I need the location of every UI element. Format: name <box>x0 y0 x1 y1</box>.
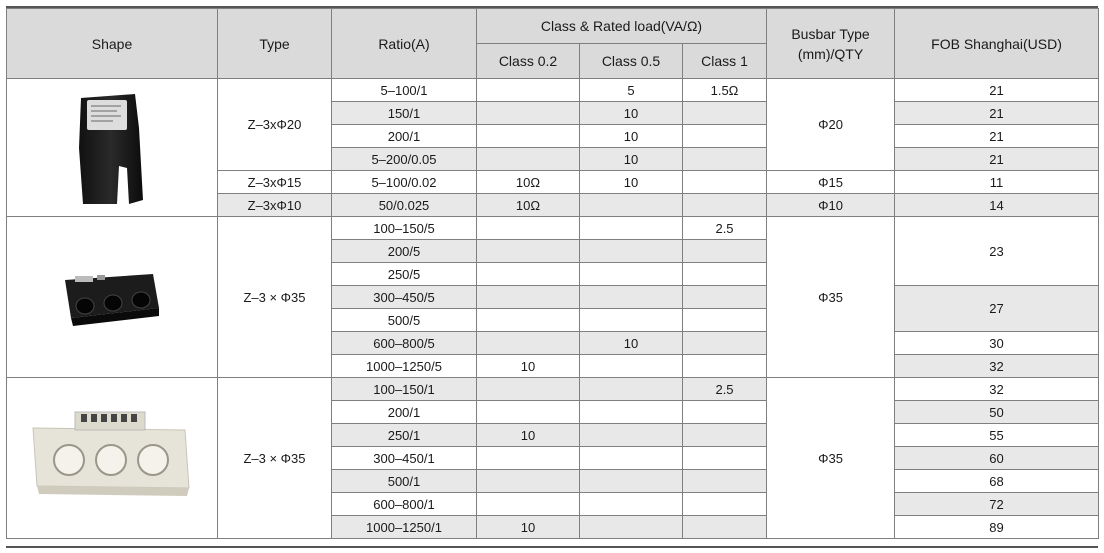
class-05-cell <box>580 309 683 332</box>
busbar-cell: Φ10 <box>767 194 895 217</box>
class-02-cell <box>477 286 580 309</box>
header-type: Type <box>218 9 332 79</box>
class-1-cell: 1.5Ω <box>683 79 767 102</box>
black-current-transformer-image <box>67 88 157 208</box>
class-02-cell: 10 <box>477 355 580 378</box>
fob-cell: 55 <box>895 424 1099 447</box>
class-02-cell <box>477 217 580 240</box>
fob-cell: 14 <box>895 194 1099 217</box>
ratio-cell: 600–800/1 <box>332 493 477 516</box>
class-1-cell <box>683 401 767 424</box>
class-1-cell <box>683 332 767 355</box>
ratio-cell: 600–800/5 <box>332 332 477 355</box>
header-row-1 <box>7 9 1099 44</box>
fob-cell: 21 <box>895 125 1099 148</box>
class-05-cell <box>580 470 683 493</box>
fob-cell-merged: 27 <box>895 286 1099 332</box>
type-cell: Z–3xΦ20 <box>218 79 332 171</box>
class-02-cell <box>477 125 580 148</box>
fob-cell: 60 <box>895 447 1099 470</box>
ratio-cell: 200/1 <box>332 125 477 148</box>
fob-cell: 50 <box>895 401 1099 424</box>
ratio-cell: 250/5 <box>332 263 477 286</box>
class-02-cell <box>477 148 580 171</box>
class-05-cell <box>580 355 683 378</box>
class-05-cell: 10 <box>580 171 683 194</box>
fob-cell: 72 <box>895 493 1099 516</box>
class-02-cell <box>477 240 580 263</box>
header-class-02: Class 0.2 <box>477 44 580 79</box>
class-1-cell <box>683 424 767 447</box>
class-1-cell <box>683 516 767 539</box>
ratio-cell: 5–100/0.02 <box>332 171 477 194</box>
class-1-cell <box>683 470 767 493</box>
fob-cell: 21 <box>895 102 1099 125</box>
fob-cell: 32 <box>895 378 1099 401</box>
table-bottom-rule <box>6 546 1098 548</box>
header-shape: Shape <box>7 9 218 79</box>
class-02-cell <box>477 332 580 355</box>
header-class-05: Class 0.5 <box>580 44 683 79</box>
price-table <box>6 8 1099 539</box>
header-fob: FOB Shanghai(USD) <box>895 9 1099 79</box>
class-05-cell: 5 <box>580 79 683 102</box>
class-05-cell: 10 <box>580 125 683 148</box>
class-02-cell <box>477 401 580 424</box>
fob-cell: 21 <box>895 148 1099 171</box>
shape-image-cell-3 <box>7 378 218 539</box>
ratio-cell: 50/0.025 <box>332 194 477 217</box>
fob-cell: 89 <box>895 516 1099 539</box>
ratio-cell: 100–150/5 <box>332 217 477 240</box>
busbar-cell: Φ35 <box>767 378 895 539</box>
class-02-cell <box>477 378 580 401</box>
type-cell: Z–3xΦ15 <box>218 171 332 194</box>
fob-cell-merged: 23 <box>895 217 1099 286</box>
class-1-cell: 2.5 <box>683 217 767 240</box>
class-1-cell <box>683 286 767 309</box>
ratio-cell: 500/1 <box>332 470 477 493</box>
price-table-wrapper <box>6 8 1098 539</box>
fob-cell: 21 <box>895 79 1099 102</box>
class-05-cell <box>580 263 683 286</box>
class-05-cell <box>580 217 683 240</box>
table-row <box>7 79 1099 102</box>
class-05-cell <box>580 401 683 424</box>
class-02-cell <box>477 263 580 286</box>
type-cell: Z–3 × Φ35 <box>218 378 332 539</box>
class-05-cell <box>580 240 683 263</box>
white-three-hole-transformer-image <box>27 408 197 508</box>
class-02-cell <box>477 470 580 493</box>
class-05-cell <box>580 286 683 309</box>
class-1-cell <box>683 263 767 286</box>
class-05-cell <box>580 493 683 516</box>
type-cell: Z–3 × Φ35 <box>218 217 332 378</box>
class-1-cell <box>683 148 767 171</box>
table-row <box>7 217 1099 240</box>
busbar-cell: Φ20 <box>767 79 895 171</box>
class-1-cell <box>683 447 767 470</box>
ratio-cell: 1000–1250/5 <box>332 355 477 378</box>
class-05-cell <box>580 194 683 217</box>
class-05-cell <box>580 378 683 401</box>
shape-image-cell-2 <box>7 217 218 378</box>
ratio-cell: 200/5 <box>332 240 477 263</box>
fob-cell: 11 <box>895 171 1099 194</box>
type-cell: Z–3xΦ10 <box>218 194 332 217</box>
class-1-cell <box>683 125 767 148</box>
class-05-cell <box>580 424 683 447</box>
ratio-cell: 5–200/0.05 <box>332 148 477 171</box>
fob-cell: 30 <box>895 332 1099 355</box>
class-1-cell <box>683 171 767 194</box>
class-05-cell <box>580 516 683 539</box>
class-02-cell: 10Ω <box>477 171 580 194</box>
ratio-cell: 5–100/1 <box>332 79 477 102</box>
ratio-cell: 1000–1250/1 <box>332 516 477 539</box>
class-05-cell: 10 <box>580 148 683 171</box>
ratio-cell: 300–450/1 <box>332 447 477 470</box>
class-1-cell <box>683 355 767 378</box>
fob-cell: 32 <box>895 355 1099 378</box>
header-class-1: Class 1 <box>683 44 767 79</box>
shape-image-cell-1 <box>7 79 218 217</box>
class-1-cell <box>683 493 767 516</box>
header-class-group: Class & Rated load(VA/Ω) <box>477 9 767 44</box>
class-1-cell <box>683 309 767 332</box>
busbar-cell: Φ35 <box>767 217 895 378</box>
fob-cell: 68 <box>895 470 1099 493</box>
class-1-cell <box>683 240 767 263</box>
class-05-cell <box>580 447 683 470</box>
ratio-cell: 100–150/1 <box>332 378 477 401</box>
table-row <box>7 378 1099 401</box>
class-02-cell: 10Ω <box>477 194 580 217</box>
class-1-cell <box>683 194 767 217</box>
ratio-cell: 250/1 <box>332 424 477 447</box>
header-busbar: Busbar Type (mm)/QTY <box>767 9 895 79</box>
black-three-hole-transformer-image <box>57 262 167 332</box>
ratio-cell: 300–450/5 <box>332 286 477 309</box>
ratio-cell: 500/5 <box>332 309 477 332</box>
class-02-cell <box>477 493 580 516</box>
class-02-cell <box>477 447 580 470</box>
busbar-cell: Φ15 <box>767 171 895 194</box>
class-1-cell: 2.5 <box>683 378 767 401</box>
class-1-cell <box>683 102 767 125</box>
ratio-cell: 200/1 <box>332 401 477 424</box>
class-02-cell <box>477 102 580 125</box>
class-02-cell: 10 <box>477 516 580 539</box>
class-05-cell: 10 <box>580 332 683 355</box>
class-02-cell <box>477 309 580 332</box>
class-05-cell: 10 <box>580 102 683 125</box>
header-ratio: Ratio(A) <box>332 9 477 79</box>
class-02-cell: 10 <box>477 424 580 447</box>
class-02-cell <box>477 79 580 102</box>
ratio-cell: 150/1 <box>332 102 477 125</box>
